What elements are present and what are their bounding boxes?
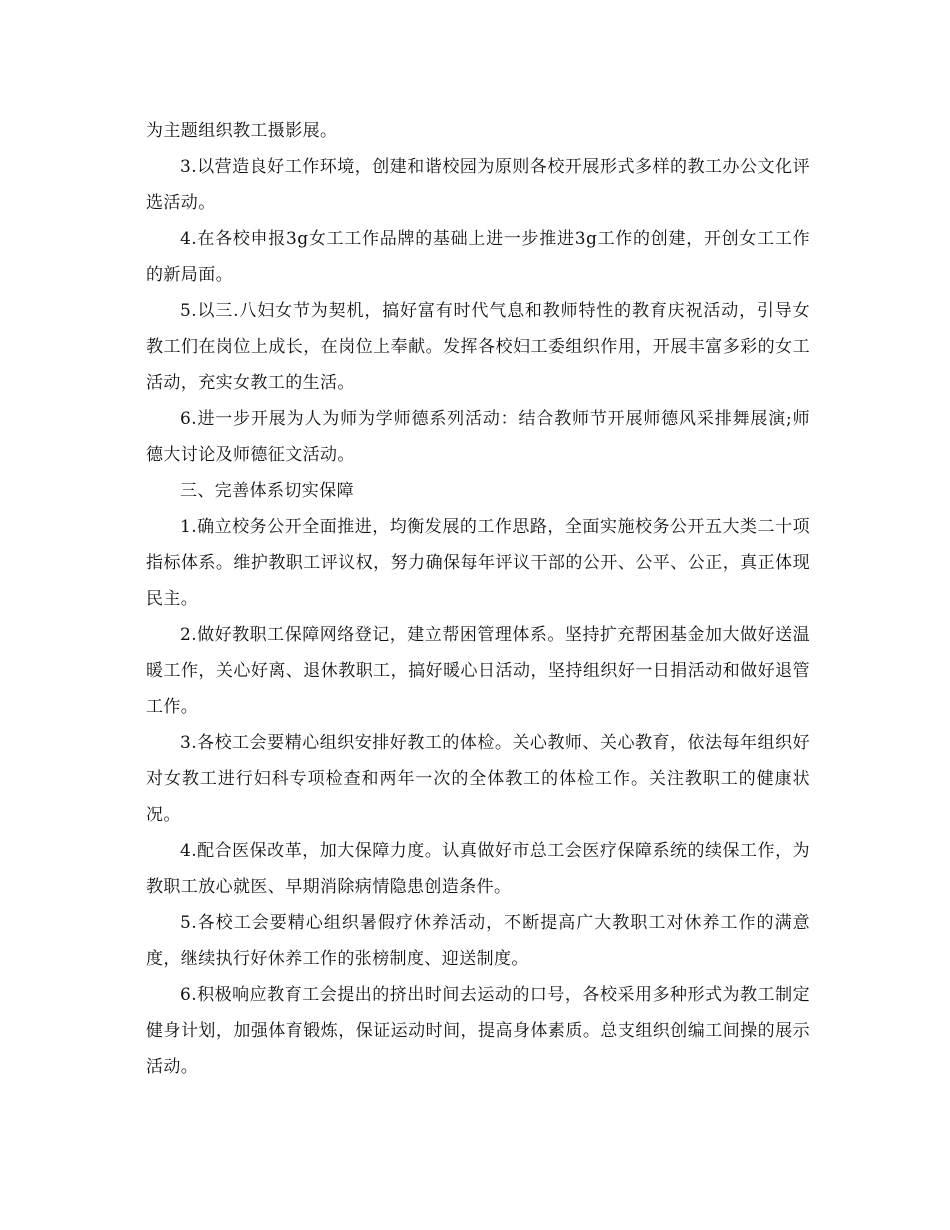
paragraph-8: 3.各校工会要精心组织安排好教工的体检。关心教师、关心教育，依法每年组织好对女教工进行妇科专项检查和两年一次的全体教工的体检工作。关注教职工的健康状况。 xyxy=(146,733,810,825)
paragraph-6: 1.确立校务公开全面推进，均衡发展的工作思路，全面实施校务公开五大类二十项指标体系。维护教职工评议权，努力确保每年评议干部的公开、公平、公正，真正体现民主。 xyxy=(146,517,810,609)
document-body xyxy=(146,113,810,1085)
paragraph-9: 4.配合医保改革，加大保障力度。认真做好市总工会医疗保障系统的续保工作，为教职工放心就医、早期消除病情隐患创造条件。 xyxy=(146,841,810,897)
paragraph-3: 5.以三.八妇女节为契机，搞好富有时代气息和教师特性的教育庆祝活动，引导女教工们在岗位上成长，在岗位上奉献。发挥各校妇工委组织作用，开展丰富多彩的女工活动，充实女教工的生活。 xyxy=(146,301,810,393)
section-heading: 三、完善体系切实保障 xyxy=(180,481,354,501)
paragraph-0: 为主题组织教工摄影展。 xyxy=(146,121,338,141)
paragraph-11: 6.积极响应教育工会提出的挤出时间去运动的口号，各校采用多种形式为教工制定健身计划，加强体育锻炼，保证运动时间，提高身体素质。总支组织创编工间操的展示活动。 xyxy=(146,985,810,1077)
paragraph-7: 2.做好教职工保障网络登记，建立帮困管理体系。坚持扩充帮困基金加大做好送温暖工作，关心好离、退休教职工，搞好暖心日活动，坚持组织好一日捐活动和做好退管工作。 xyxy=(146,625,810,717)
paragraph-2: 4.在各校申报3g女工工作品牌的基础上进一步推进3g工作的创建，开创女工工作的新局面。 xyxy=(146,229,810,285)
paragraph-1: 3.以营造良好工作环境，创建和谐校园为原则各校开展形式多样的教工办公文化评选活动。 xyxy=(146,157,810,213)
paragraph-4: 6.进一步开展为人为师为学师德系列活动：结合教师节开展师德风采排舞展演;师德大讨论及师德征文活动。 xyxy=(146,409,810,465)
paragraph-10: 5.各校工会要精心组织暑假疗休养活动，不断提高广大教职工对休养工作的满意度，继续执行好休养工作的张榜制度、迎送制度。 xyxy=(146,913,810,969)
